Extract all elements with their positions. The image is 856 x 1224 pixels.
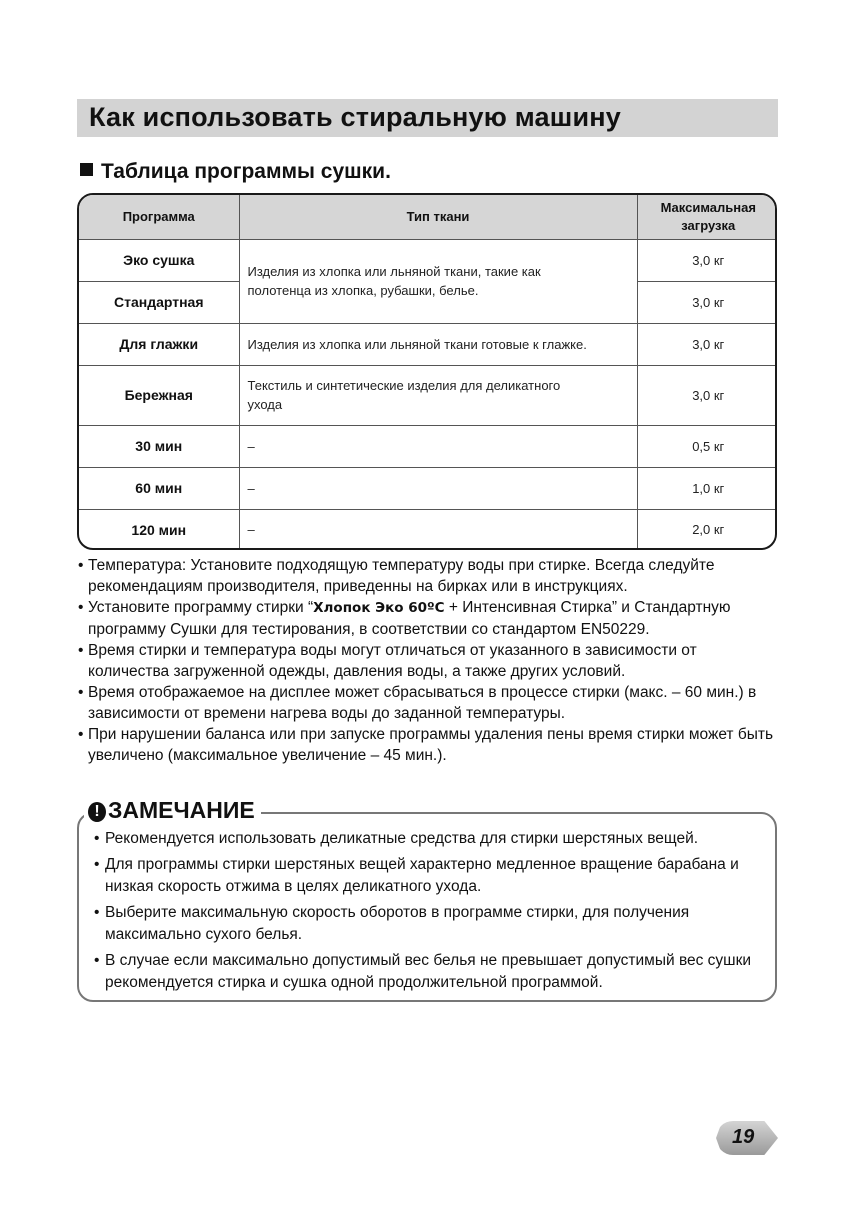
list-item xyxy=(94,902,764,946)
remark-list xyxy=(94,828,764,998)
table-row xyxy=(79,323,777,365)
square-bullet-icon xyxy=(80,163,93,176)
bullet: • xyxy=(78,642,84,659)
list-item xyxy=(94,854,764,898)
program-cell: Эко сушка xyxy=(79,239,239,281)
list-item xyxy=(94,950,764,994)
list-item xyxy=(78,597,778,640)
fabric-cell: – xyxy=(239,425,637,467)
remark-title-text: ЗАМЕЧАНИЕ xyxy=(108,797,255,823)
fabric-cell: Изделия из хлопка или льняной ткани, такие как полотенца из хлопка, рубашки, белье. xyxy=(239,239,637,323)
fabric-cell: Изделия из хлопка или льняной ткани готовые к глажке. xyxy=(239,323,637,365)
program-cell: Бережная xyxy=(79,365,239,425)
load-cell: 3,0 кг xyxy=(637,323,777,365)
page-title: Как использовать стиральную машину xyxy=(89,102,621,132)
load-cell: 3,0 кг xyxy=(637,281,777,323)
note-text: Установите программу стирки “ xyxy=(88,599,314,616)
program-cell: 60 мин xyxy=(79,467,239,509)
remark-text: Для программы стирки шерстяных вещей характерно медленное вращение барабана и низкая скорость отжима в целях деликатного ухода. xyxy=(105,856,739,895)
table-header-row xyxy=(79,195,777,239)
note-program-name: Хлопок Эко 60ºC xyxy=(313,600,445,616)
section-heading xyxy=(80,160,391,184)
bullet: • xyxy=(78,557,84,574)
list-item xyxy=(78,640,778,682)
fabric-cell: – xyxy=(239,509,637,550)
program-cell: Для глажки xyxy=(79,323,239,365)
page-number: 19 xyxy=(732,1126,755,1148)
column-header-program: Программа xyxy=(79,195,239,239)
load-cell: 2,0 кг xyxy=(637,509,777,550)
load-cell: 3,0 кг xyxy=(637,239,777,281)
remark-title xyxy=(84,797,261,824)
bullet: • xyxy=(78,684,84,701)
table-row xyxy=(79,425,777,467)
remark-text: Рекомендуется использовать деликатные средства для стирки шерстяных вещей. xyxy=(105,830,699,847)
fabric-cell: Текстиль и синтетические изделия для деликатного ухода xyxy=(239,365,637,425)
notes-list xyxy=(78,555,778,766)
column-header-fabric: Тип ткани xyxy=(239,195,637,239)
list-item xyxy=(78,724,778,766)
drying-program-table xyxy=(77,193,777,550)
note-text: Температура: Установите подходящую температуру воды при стирке. Всегда следуйте рекомендациям производителя, приведенны на бирках или в инструкциях. xyxy=(88,557,715,595)
note-text: Время отображаемое на дисплее может сбрасываться в процессе стирки (макс. – 60 мин.) в зависимости от времени нагрева воды до заданной температуры. xyxy=(88,684,757,722)
bullet: • xyxy=(94,904,100,921)
table-row xyxy=(79,365,777,425)
list-item xyxy=(78,555,778,597)
bullet: • xyxy=(78,726,84,743)
bullet: • xyxy=(94,830,100,847)
section-heading-text: Таблица программы сушки. xyxy=(101,160,391,183)
list-item xyxy=(94,828,764,850)
table-row xyxy=(79,467,777,509)
program-cell: 120 мин xyxy=(79,509,239,550)
load-cell: 3,0 кг xyxy=(637,365,777,425)
load-cell: 1,0 кг xyxy=(637,467,777,509)
note-text: При нарушении баланса или при запуске программы удаления пены время стирки может быть увеличено (максимальное увеличение – 45 мин.). xyxy=(88,726,774,764)
bullet: • xyxy=(94,952,100,969)
column-header-max-load: Максимальная загрузка xyxy=(637,195,777,239)
table-row xyxy=(79,239,777,281)
warning-icon: ! xyxy=(88,802,106,822)
page-number-badge xyxy=(716,1121,778,1155)
list-item xyxy=(78,682,778,724)
note-text: Время стирки и температура воды могут отличаться от указанного в зависимости от количества загруженной одежды, давления воды, а также других условий. xyxy=(88,642,697,680)
program-cell: 30 мин xyxy=(79,425,239,467)
remark-text: В случае если максимально допустимый вес белья не превышает допустимый вес сушки рекомендуется стирка и сушка одной продолжительной программой. xyxy=(105,952,752,991)
bullet: • xyxy=(78,599,84,616)
fabric-cell: – xyxy=(239,467,637,509)
remark-text: Выберите максимальную скорость оборотов в программе стирки, для получения максимально сухого белья. xyxy=(105,904,690,943)
page-title-bar xyxy=(77,99,778,137)
program-cell: Стандартная xyxy=(79,281,239,323)
bullet: • xyxy=(94,856,100,873)
table-row xyxy=(79,509,777,550)
load-cell: 0,5 кг xyxy=(637,425,777,467)
note-text: + Интенсивная Стирка” и Стандартную программу Сушки для тестирования, в соответствии со стандартом EN50229. xyxy=(88,599,731,638)
